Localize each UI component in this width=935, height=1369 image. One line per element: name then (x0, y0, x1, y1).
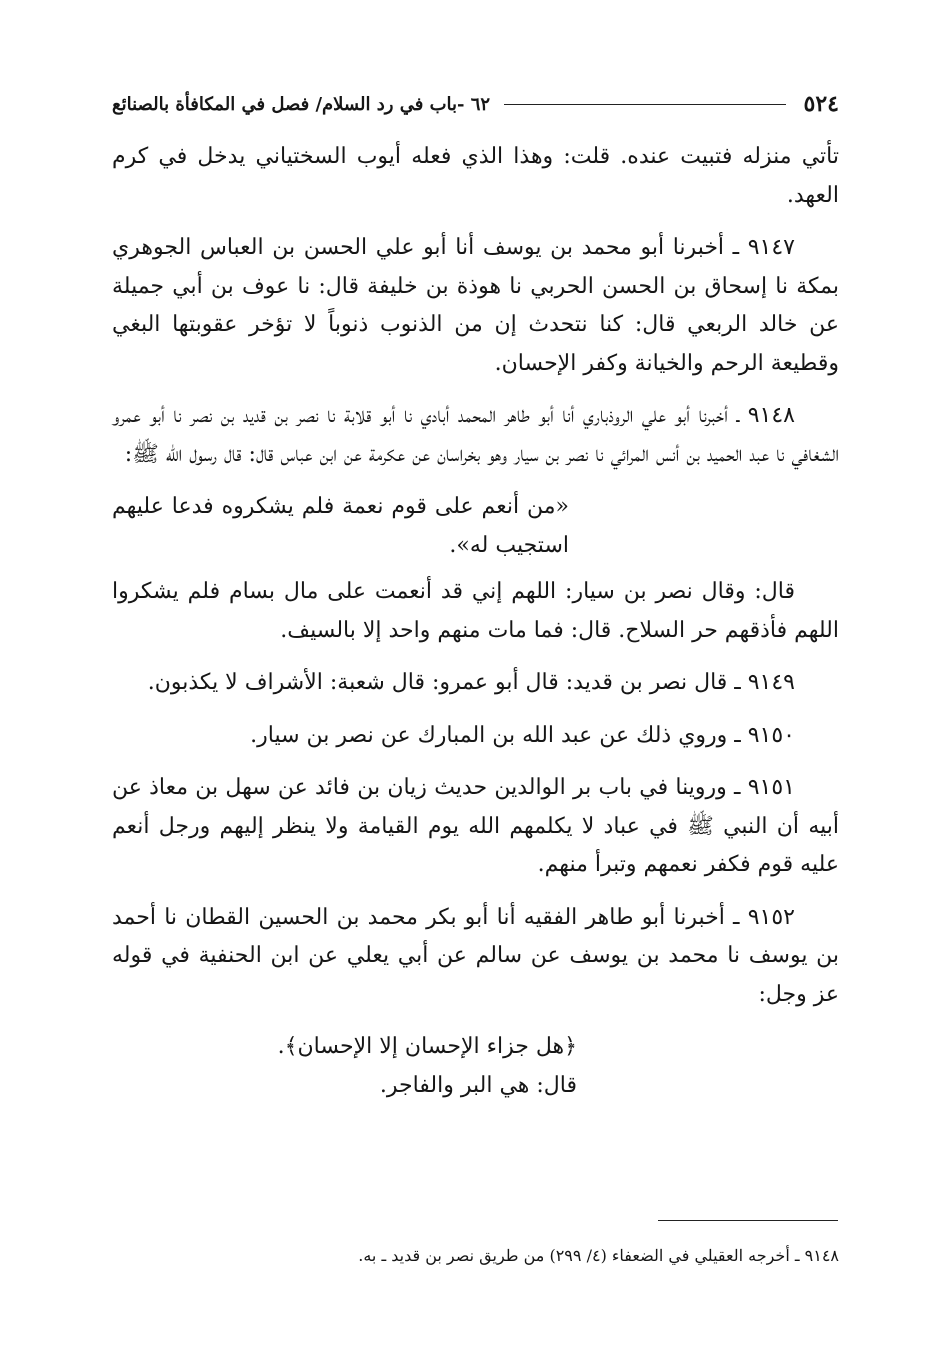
quran-verse: ﴿هل جزاء الإحسان إلا الإحسان﴾. (277, 1034, 577, 1059)
hadith-quote: «من أنعم على قوم نعمة فلم يشكروه فدعا عليهم استجيب له». (112, 494, 569, 558)
paragraph-nasr-saying: قال: وقال نصر بن سيار: اللهم إني قد أنعمت على مال بسام فلم يشكروا اللهم فأذقهم حر السلاح. قال: فما مات منهم واحد إلا بالسيف. (112, 579, 839, 643)
main-text (112, 138, 839, 1105)
paragraph-9147: ٩١٤٧ ـ أخبرنا أبو محمد بن يوسف أنا أبو علي الحسن بن العباس الجوهري بمكة نا إسحاق بن الحسن الحربي نا هوذة بن خليفة قال: نا عوف بن أبي جميلة عن خالد الربعي قال: كنا نتحدث إن من الذنوب ذنوباً لا تؤخر عقوبتها البغي وقطيعة الرحم والخيانة وكفر الإحسان. (112, 235, 839, 376)
chapter-title: ٦٢ -باب في رد السلام/ فصل في المكافأة بالصنائع (112, 93, 491, 115)
footnote: ٩١٤٨ ـ أخرجه العقيلي في الضعفاء (٤/ ٢٩٩) من طريق نصر بن قديد ـ به. (358, 1246, 839, 1265)
paragraph-continuation: تأتي منزله فتبيت عنده. قلت: وهذا الذي فعله أيوب السختياني يدخل في كرم العهد. (112, 144, 839, 208)
footnote-rule (658, 1220, 838, 1221)
paragraph-9148: ٩١٤٨ ـ أخبرنا أبو علي الروذباري أنا أبو طاهر المحمد أبادي نا أبو قلابة نا نصر بن قديد بن نصر نا أبو عمرو الشغافي نا عبد الحميد بن أنس المرائي نا نصر بن سيار وهو بخراسان عن عكرمة عن ابن عباس قال: قال رسول الله ﷺ: (112, 403, 839, 467)
page-number: ٥٢٤ (803, 91, 839, 117)
running-header (112, 86, 839, 122)
paragraph-9150: ٩١٥٠ ـ وروي ذلك عن عبد الله بن المبارك عن نصر بن سيار. (250, 722, 795, 748)
paragraph-9149: ٩١٤٩ ـ قال نصر بن قديد: قال أبو عمرو: قال شعبة: الأشراف لا يكذبون. (147, 670, 795, 695)
paragraph-9152: ٩١٥٢ ـ أخبرنا أبو طاهر الفقيه أنا أبو بكر محمد بن الحسين القطان نا أحمد بن يوسف نا محمد بن يوسف عن سالم عن أبي يعلي عن ابن الحنفية في قوله عز وجل: (112, 904, 839, 1007)
header-rule (504, 104, 785, 105)
paragraph-9151: ٩١٥١ ـ وروينا في باب بر الوالدين حديث زيان بن فائد عن سهل بن معاذ عن أبيه أن النبي ﷺ في عباد لا يكلمهم الله يوم القيامة ولا ينظر إليهم ورجل أنعم عليه قوم فكفر نعمهم وتبرأ منهم. (112, 775, 839, 877)
closing-line: قال: هي البر والفاجر. (379, 1072, 577, 1098)
